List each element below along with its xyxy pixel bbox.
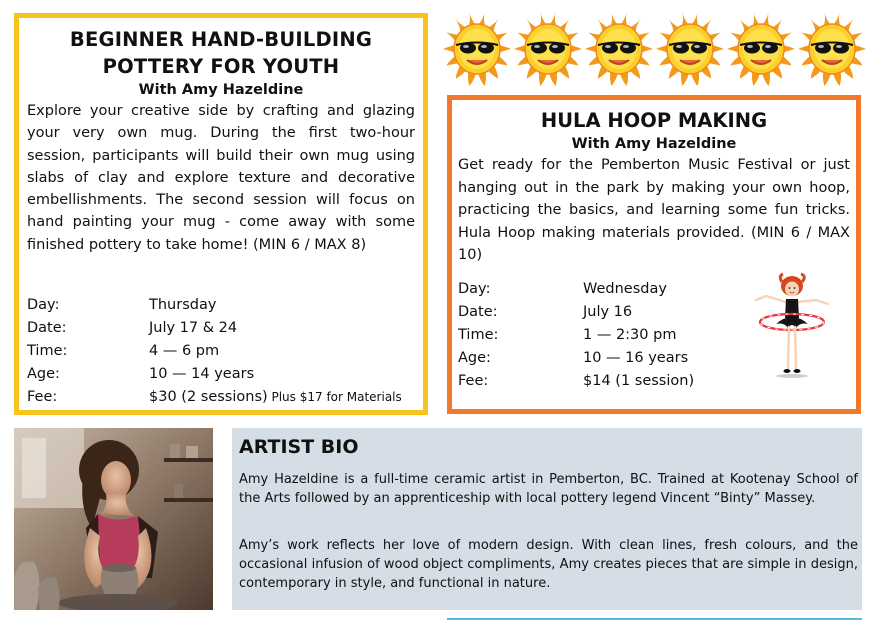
hula-details	[458, 278, 758, 393]
detail-value: 10 — 16 years	[583, 350, 689, 366]
pottery-instructor: With Amy Hazeldine	[138, 82, 304, 98]
detail-row-fee	[458, 370, 758, 393]
hula-instructor: With Amy Hazeldine	[571, 136, 737, 152]
detail-row-day	[458, 278, 758, 301]
detail-label: Fee:	[458, 373, 489, 389]
detail-label: Day:	[27, 297, 60, 313]
pottery-title-line2: POTTERY FOR YOUTH	[102, 55, 340, 78]
detail-label: Time:	[458, 327, 499, 343]
detail-value: 10 — 14 years	[149, 366, 255, 382]
detail-value: July 17 & 24	[149, 320, 238, 336]
detail-value	[149, 386, 402, 409]
detail-label: Fee:	[27, 389, 58, 405]
sun-with-sunglasses-icon	[726, 10, 796, 88]
detail-row-date	[27, 317, 427, 340]
sun-decoration-row	[442, 10, 862, 88]
pottery-description: Explore your creative side by crafting and glazing your very own mug. During the first two-hour session, participants will build their own mug using slabs of clay and explore texture and decorative embellishments. The second session will focus on hand painting your mug - come away with some finished pottery to take home! (MIN 6 / MAX 8)	[27, 103, 415, 253]
sun-with-sunglasses-icon	[442, 10, 512, 88]
artist-bio-paragraph: Amy Hazeldine is a full-time ceramic artist in Pemberton, BC. Trained at Kootenay School of the Arts followed by an apprenticeship with local pottery legend Vincent “Binty” Massey.	[239, 472, 858, 506]
sun-with-sunglasses-icon	[584, 10, 654, 88]
detail-label: Day:	[458, 281, 491, 297]
detail-value: 1 — 2:30 pm	[583, 327, 677, 343]
hula-description: Get ready for the Pemberton Music Festival or just hanging out in the park by making your own hoop, practicing the basics, and learning some fun tricks. Hula Hoop making materials provided. (MIN 6 / MAX 10)	[458, 157, 850, 263]
artist-bio-paragraph: Amy’s work reflects her love of modern design. With clean lines, fresh colours, and the occasional infusion of wood object compliments, Amy creates pieces that are simple in design, contemporary in style, and functional in nature.	[239, 538, 858, 591]
hula-hoop-dancer-illustration	[752, 272, 832, 387]
detail-row-age	[458, 347, 758, 370]
detail-row-time	[27, 340, 427, 363]
fee-value: $30 (2 sessions)	[149, 389, 268, 405]
artist-bio-panel	[232, 428, 862, 610]
bottom-divider	[447, 618, 862, 620]
sun-with-sunglasses-icon	[655, 10, 725, 88]
detail-value: Thursday	[149, 297, 217, 313]
detail-label: Age:	[458, 350, 491, 366]
hula-title: HULA HOOP MAKING	[540, 109, 768, 132]
detail-row-date	[458, 301, 758, 324]
detail-value: 4 — 6 pm	[149, 343, 220, 359]
fee-materials-note: Plus $17 for Materials	[267, 390, 402, 404]
detail-value: Wednesday	[583, 281, 667, 297]
detail-row-time	[458, 324, 758, 347]
artist-bio-heading: ARTIST BIO	[239, 436, 359, 458]
detail-value: $14 (1 session)	[583, 373, 695, 389]
detail-label: Age:	[27, 366, 60, 382]
detail-row-age	[27, 363, 427, 386]
sun-with-sunglasses-icon	[513, 10, 583, 88]
sun-with-sunglasses-icon	[797, 10, 867, 88]
detail-row-day	[27, 294, 427, 317]
detail-value: July 16	[583, 304, 633, 320]
detail-label: Date:	[458, 304, 498, 320]
pottery-title	[19, 26, 423, 80]
pottery-course-box	[14, 13, 428, 415]
pottery-title-line1: BEGINNER HAND-BUILDING	[69, 28, 373, 51]
detail-row-fee	[27, 386, 427, 409]
detail-label: Time:	[27, 343, 68, 359]
detail-label: Date:	[27, 320, 67, 336]
pottery-details	[27, 294, 427, 409]
hula-course-box	[447, 95, 861, 414]
potter-at-wheel-photo	[14, 428, 213, 610]
